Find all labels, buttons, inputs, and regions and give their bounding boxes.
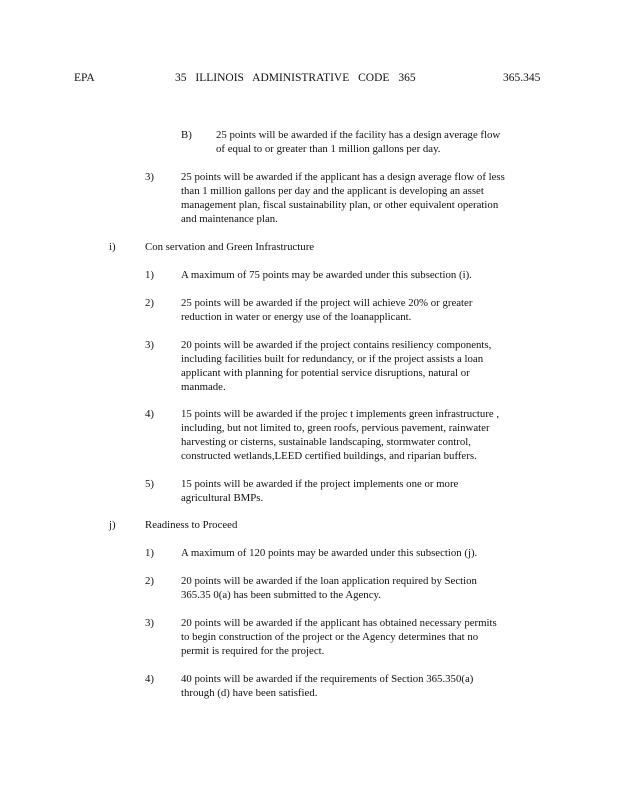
item-text	[181, 296, 472, 324]
item-label: 2)	[145, 297, 154, 309]
item-label: 5)	[145, 478, 154, 490]
header-title: 35 ILLINOIS ADMINISTRATIVE CODE 365	[175, 72, 416, 84]
item-label: 1)	[145, 547, 154, 559]
item-text	[216, 128, 500, 156]
text-line: manmade.	[181, 381, 226, 393]
item-text	[181, 338, 491, 394]
item-label: B)	[181, 129, 192, 141]
item-text	[181, 546, 477, 560]
text-line: 20 points will be awarded if the loan application required by Section	[181, 575, 477, 587]
item-label: 1)	[145, 269, 154, 281]
item-label: 4)	[145, 673, 154, 685]
text-line: 25 points will be awarded if the applicant has a design average flow of less	[181, 171, 505, 183]
text-line: management plan, fiscal sustainability plan, or other equivalent operation	[181, 199, 499, 211]
text-line: through (d) have been satisfied.	[181, 687, 318, 699]
text-line: 25 points will be awarded if the facility has a design average flow	[216, 129, 501, 141]
text-line: harvesting or cisterns, sustainable landscaping, stormwater control,	[181, 436, 471, 448]
text-line: A maximum of 75 points may be awarded under this subsection (i).	[181, 269, 472, 281]
text-line: A maximum of 120 points may be awarded under this subsection (j).	[181, 547, 478, 559]
text-line: agricultural BMPs.	[181, 492, 264, 504]
item-label: 3)	[145, 171, 154, 183]
text-line: including facilities built for redundancy, or if the project assists a loan	[181, 353, 484, 365]
text-line: reduction in water or energy use of the loanapplicant.	[181, 311, 412, 323]
text-line: constructed wetlands,LEED certified buildings, and riparian buffers.	[181, 450, 477, 462]
text-line: including, but not limited to, green roofs, pervious pavement, rainwater	[181, 422, 490, 434]
item-label: 2)	[145, 575, 154, 587]
header-section: 365.345	[503, 72, 541, 84]
item-label: 4)	[145, 408, 154, 420]
item-text	[181, 616, 497, 658]
text-line: 25 points will be awarded if the project will achieve 20% or greater	[181, 297, 473, 309]
item-text	[181, 672, 473, 700]
item-text	[181, 170, 505, 226]
item-text	[181, 407, 499, 463]
item-text	[181, 477, 458, 505]
item-text	[181, 268, 472, 282]
text-line: of equal to or greater than 1 million gallons per day.	[216, 143, 441, 155]
text-line: 20 points will be awarded if the project contains resiliency components,	[181, 339, 492, 351]
text-line: 15 points will be awarded if the projec t implements green infrastructure ,	[181, 408, 500, 420]
text-line: 365.35 0(a) has been submitted to the Agency.	[181, 589, 381, 601]
item-label: 3)	[145, 339, 154, 351]
section-label: i)	[109, 241, 116, 253]
item-text	[181, 574, 477, 602]
text-line: 15 points will be awarded if the project implements one or more	[181, 478, 459, 490]
section-label: j)	[109, 519, 116, 531]
text-line: applicant with planning for potential service disruptions, natural or	[181, 367, 470, 379]
section-heading: Readiness to Proceed	[145, 519, 238, 531]
text-line: and maintenance plan.	[181, 213, 278, 225]
section-heading: Con servation and Green Infrastructure	[145, 241, 315, 253]
text-line: to begin construction of the project or the Agency determines that no	[181, 631, 479, 643]
text-line: 20 points will be awarded if the applicant has obtained necessary permits	[181, 617, 497, 629]
text-line: permit is required for the project.	[181, 645, 325, 657]
text-line: 40 points will be awarded if the requirements of Section 365.350(a)	[181, 673, 474, 685]
item-label: 3)	[145, 617, 154, 629]
text-line: than 1 million gallons per day and the applicant is developing an asset	[181, 185, 484, 197]
header-agency: EPA	[74, 72, 95, 84]
